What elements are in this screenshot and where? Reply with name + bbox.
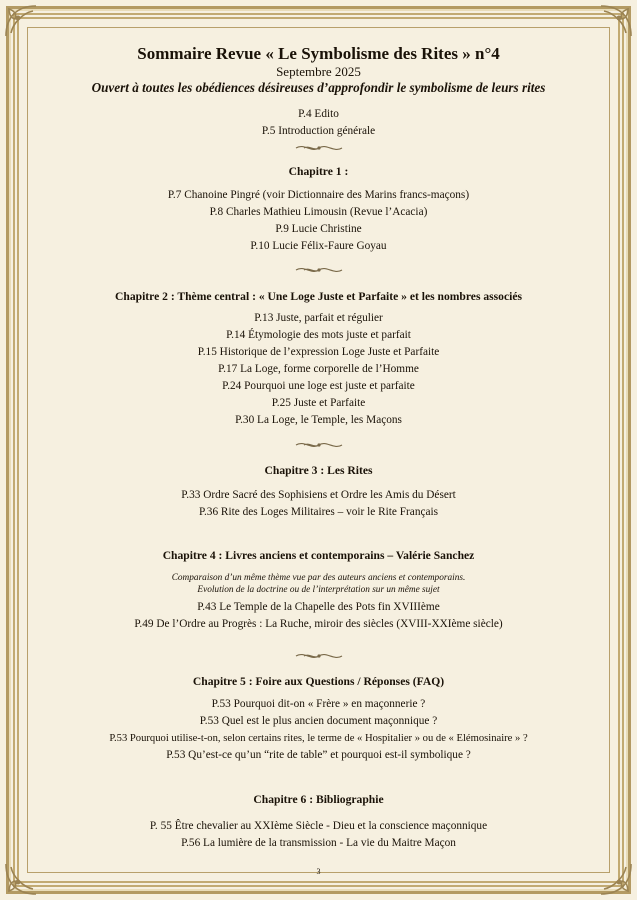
toc-entry: P.53 Quel est le plus ancien document maçonnique ? [199, 715, 438, 727]
toc-entry: P.4 Edito [298, 108, 339, 120]
ornament-divider-icon [294, 440, 344, 450]
toc-entry: P.30 La Loge, le Temple, les Maçons [235, 414, 402, 426]
ornament-divider-icon [294, 143, 344, 153]
chapter-heading: Chapitre 3 : Les Rites [264, 464, 373, 477]
chapter-heading: Chapitre 4 : Livres anciens et contemporains – Valérie Sanchez [162, 549, 475, 562]
toc-entry: P.8 Charles Mathieu Limousin (Revue l’Acacia) [209, 206, 428, 218]
chapter-heading: Chapitre 1 : [288, 165, 349, 178]
toc-entry: P.36 Rite des Loges Militaires – voir le Rite Français [198, 506, 439, 518]
toc-entry: P.53 Pourquoi utilise-t-on, selon certains rites, le terme de « Hospitalier » ou de « Elémosinaire » ? [109, 733, 528, 744]
toc-entry: P.53 Pourquoi dit-on « Frère » en maçonnerie ? [211, 698, 426, 710]
issue-date: Septembre 2025 [276, 64, 361, 79]
toc-entry: P.14 Étymologie des mots juste et parfait [226, 329, 411, 341]
chapter-heading: Chapitre 5 : Foire aux Questions / Réponses (FAQ) [192, 675, 445, 688]
toc-entry: P.33 Ordre Sacré des Sophisiens et Ordre les Amis du Désert [181, 489, 456, 501]
toc-entry: P.17 La Loge, forme corporelle de l’Homme [218, 363, 419, 375]
chapter-note: Comparaison d’un même thème vue par des auteurs anciens et contemporains. [171, 573, 466, 583]
chapter-1 [30, 164, 607, 255]
corner-flourish-icon [598, 3, 634, 39]
chapter-heading: Chapitre 2 : Thème central : « Une Loge Juste et Parfaite » et les nombres associés [115, 290, 522, 303]
toc-entry: P.24 Pourquoi une loge est juste et parfaite [222, 380, 415, 392]
header [30, 36, 607, 96]
chapter-note: Evolution de la doctrine ou de l’interprétation sur un même sujet [197, 585, 440, 595]
page-number: 3 [316, 867, 321, 876]
toc-entry: P.9 Lucie Christine [275, 223, 362, 235]
corner-flourish-icon [3, 3, 39, 39]
chapter-5 [30, 674, 607, 764]
toc-entry: P. 55 Être chevalier au XXIème Siècle - Dieu et la conscience maçonnique [149, 820, 488, 832]
chapter-6 [30, 792, 607, 852]
tagline: Ouvert à toutes les obédiences désireuses d’approfondir le symbolisme de leurs rites [91, 80, 546, 95]
chapter-3 [30, 463, 607, 521]
chapter-heading: Chapitre 6 : Bibliographie [253, 793, 384, 806]
intro-list [30, 106, 607, 140]
toc-entry: P.43 Le Temple de la Chapelle des Pots fin XVIIIème [197, 601, 440, 613]
page-title: Sommaire Revue « Le Symbolisme des Rites » n°4 [137, 44, 500, 63]
toc-entry: P.56 La lumière de la transmission - La vie du Maitre Maçon [181, 837, 456, 849]
toc-entry: P.53 Qu’est-ce qu’un “rite de table” et pourquoi est-il symbolique ? [166, 749, 471, 761]
ornament-divider-icon [294, 265, 344, 275]
chapter-2 [30, 289, 607, 429]
toc-entry: P.10 Lucie Félix-Faure Goyau [250, 240, 387, 252]
toc-entry: P.15 Historique de l’expression Loge Juste et Parfaite [197, 346, 440, 358]
toc-entry: P.25 Juste et Parfaite [271, 397, 366, 409]
chapter-4 [30, 548, 607, 633]
toc-entry: P.49 De l’Ordre au Progrès : La Ruche, miroir des siècles (XVIII-XXIème siècle) [134, 618, 503, 630]
toc-entry: P.13 Juste, parfait et régulier [254, 312, 383, 324]
toc-entry: P.7 Chanoine Pingré (voir Dictionnaire des Marins francs-maçons) [167, 189, 470, 201]
ornament-divider-icon [294, 651, 344, 661]
toc-entry: P.5 Introduction générale [261, 125, 376, 137]
